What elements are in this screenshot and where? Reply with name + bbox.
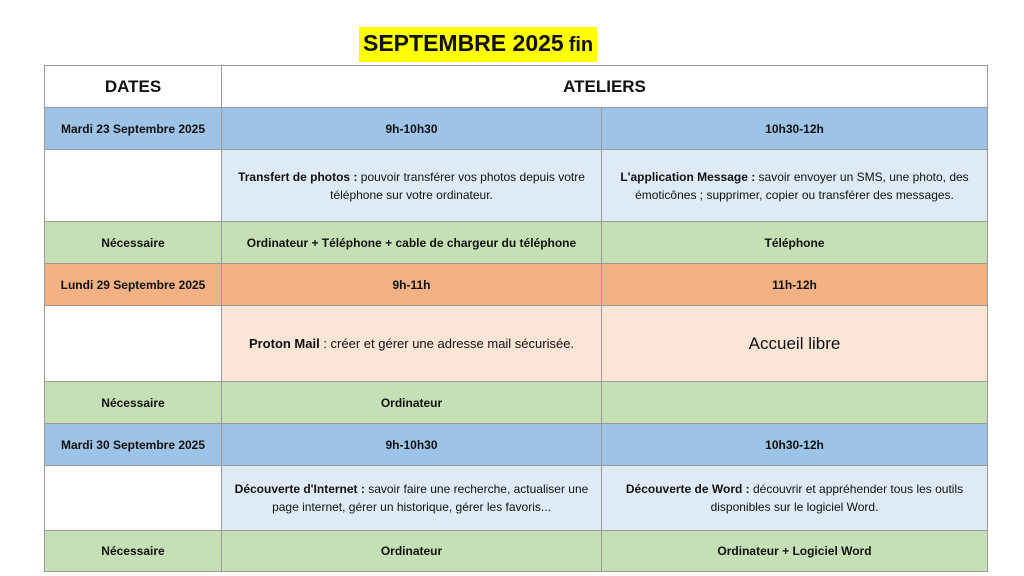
title-suffix: fin <box>568 34 594 56</box>
header-row <box>45 66 988 108</box>
session-2-need-row <box>45 382 988 424</box>
session-1-need-label: Nécessaire <box>45 222 222 264</box>
session-3-need-1: Ordinateur <box>222 531 602 572</box>
session-2-slot-2: 11h-12h <box>602 264 988 306</box>
session-2-atelier-2: Accueil libre <box>602 306 988 382</box>
header-ateliers: ATELIERS <box>222 66 988 108</box>
session-3-atelier-2-desc: découvrir et appréhender tous les outils disponibles sur le logiciel Word. <box>710 482 964 514</box>
session-3-desc-row <box>45 466 988 531</box>
session-2-need-label: Nécessaire <box>45 382 222 424</box>
session-1-atelier-1-desc: pouvoir transférer vos photos depuis votre téléphone sur votre ordinateur. <box>330 169 585 202</box>
title-main: SEPTEMBRE 2025 <box>363 30 564 56</box>
session-3-slot-row <box>45 424 988 466</box>
session-3-need-row <box>45 531 988 572</box>
session-3-atelier-1 <box>222 466 602 531</box>
session-2-need-1: Ordinateur <box>222 382 602 424</box>
session-1-atelier-2 <box>602 150 988 222</box>
session-1-need-2: Téléphone <box>602 222 988 264</box>
session-1-slot-row <box>45 108 988 150</box>
session-1-date: Mardi 23 Septembre 2025 <box>45 108 222 150</box>
workshop-schedule-table <box>44 65 988 572</box>
session-2-need-2 <box>602 382 988 424</box>
session-1-slot-1: 9h-10h30 <box>222 108 602 150</box>
session-3-need-label: Nécessaire <box>45 531 222 572</box>
session-1-need-1: Ordinateur + Téléphone + cable de chargeur du téléphone <box>222 222 602 264</box>
session-3-atelier-2 <box>602 466 988 531</box>
session-2-slot-1: 9h-11h <box>222 264 602 306</box>
session-3-atelier-1-desc: savoir faire une recherche, actualiser une page internet, gérer un historique, gérer les favoris... <box>272 482 589 514</box>
session-3-atelier-2-name: Découverte de Word : <box>625 482 750 496</box>
session-3-empty-cell <box>45 466 222 531</box>
session-1-empty-cell <box>45 150 222 222</box>
session-1-atelier-1-name: Transfert de photos : <box>238 169 358 184</box>
session-1-atelier-2-desc: savoir envoyer un SMS, une photo, des émoticônes ; supprimer, copier ou transférer des messages. <box>635 169 969 202</box>
session-2-atelier-1-name: Proton Mail <box>248 335 320 351</box>
session-1-desc-row <box>45 150 988 222</box>
session-3-slot-2: 10h30-12h <box>602 424 988 466</box>
session-2-desc-row <box>45 306 988 382</box>
session-1-atelier-1 <box>222 150 602 222</box>
session-2-date: Lundi 29 Septembre 2025 <box>45 264 222 306</box>
session-2-slot-row <box>45 264 988 306</box>
session-1-slot-2: 10h30-12h <box>602 108 988 150</box>
page-title <box>359 27 597 62</box>
session-3-slot-1: 9h-10h30 <box>222 424 602 466</box>
session-3-atelier-1-name: Découverte d'Internet : <box>234 482 365 496</box>
session-2-atelier-1 <box>222 306 602 382</box>
session-3-need-2: Ordinateur + Logiciel Word <box>602 531 988 572</box>
header-dates: DATES <box>45 66 222 108</box>
session-3-date: Mardi 30 Septembre 2025 <box>45 424 222 466</box>
session-2-atelier-1-desc: : créer et gérer une adresse mail sécurisée. <box>319 335 575 351</box>
session-2-empty-cell <box>45 306 222 382</box>
session-1-need-row <box>45 222 988 264</box>
session-1-atelier-2-name: L'application Message : <box>620 169 756 184</box>
